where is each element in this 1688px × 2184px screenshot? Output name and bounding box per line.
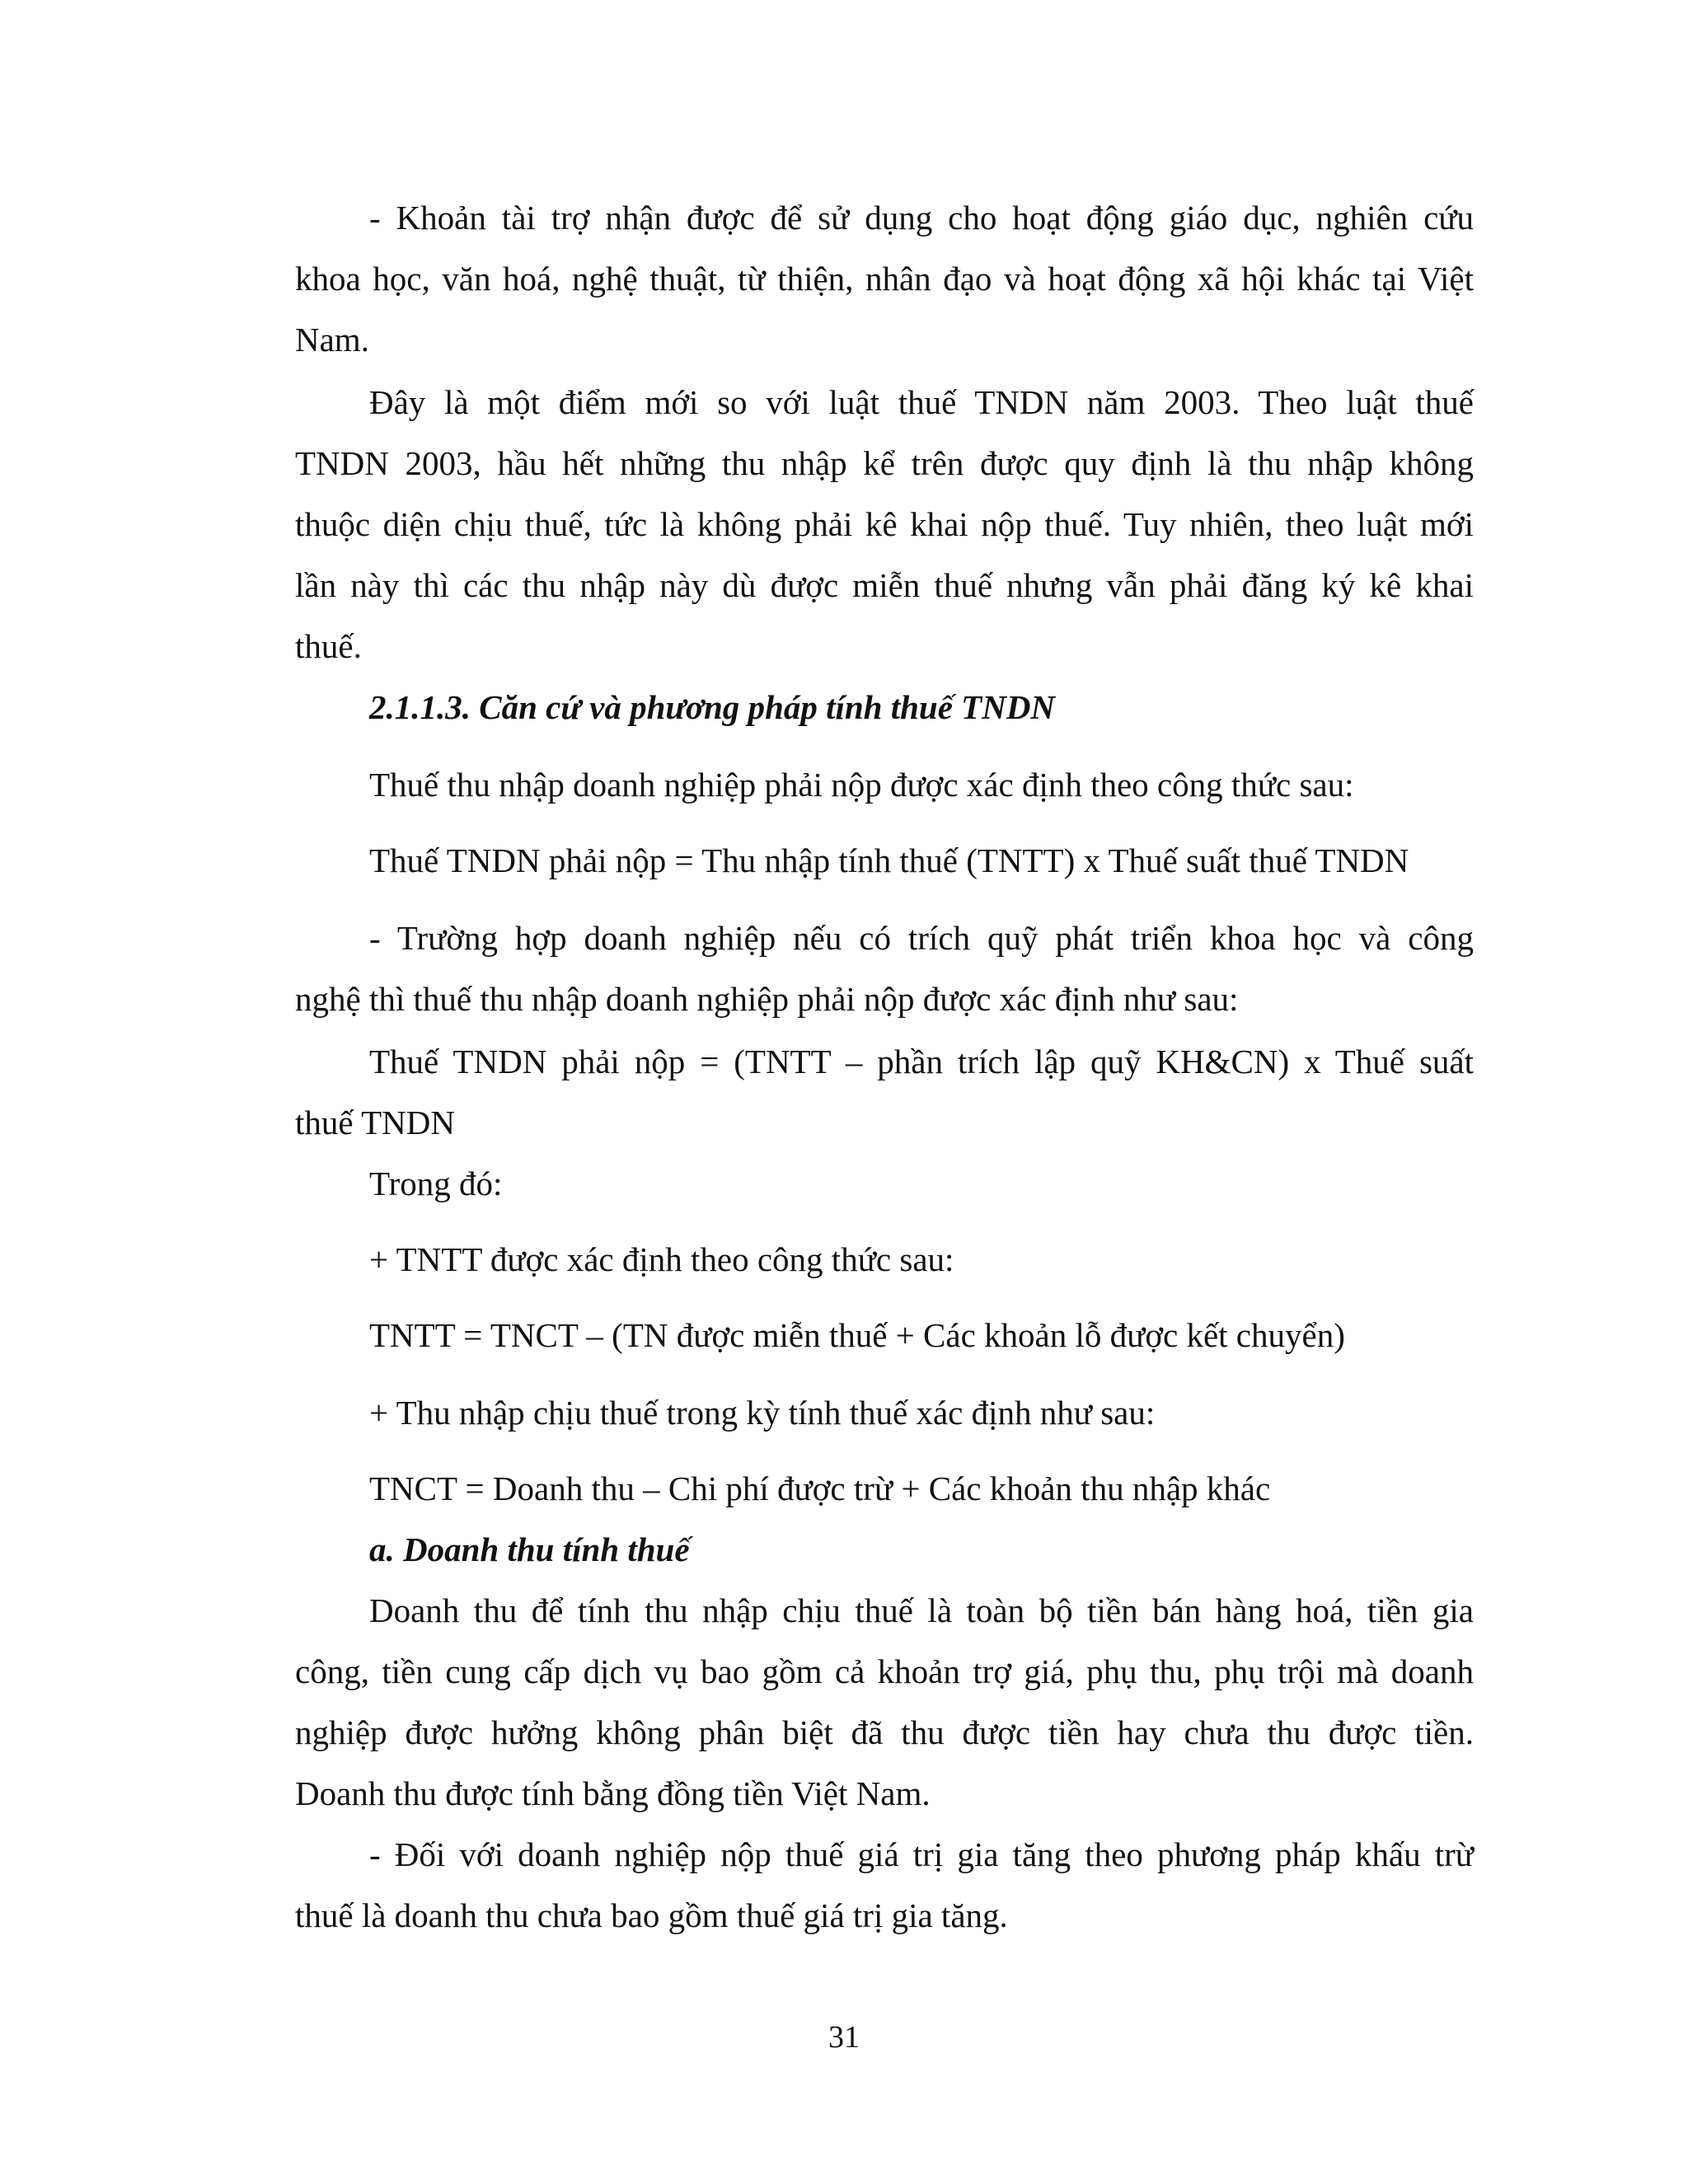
formula-science-fund-line-1: Thuế TNDN phải nộp = (TNTT – phần trích lập quỹ KH&CN) x Thuế suất [369, 1043, 1474, 1080]
paragraph-revenue-line-2: công, tiền cung cấp dịch vụ bao gồm cả khoản trợ giá, phụ thu, phụ trội mà doanh [295, 1652, 1474, 1690]
page-number: 31 [828, 2020, 860, 2055]
paragraph-revenue-line-3: nghiệp được hưởng không phân biệt đã thu được tiền hay chưa thu được tiền. [295, 1713, 1474, 1751]
paragraph-science-fund-line-2: nghệ thì thuế thu nhập doanh nghiệp phải nộp được xác định như sau: [295, 980, 1239, 1018]
formula-intro: Thuế thu nhập doanh nghiệp phải nộp được xác định theo công thức sau: [369, 766, 1354, 804]
tntt-intro: + TNTT được xác định theo công thức sau: [369, 1240, 954, 1278]
paragraph-sponsorship-line-2: khoa học, văn hoá, nghệ thuật, từ thiện, nhân đạo và hoạt động xã hội khác tại Việt [295, 260, 1474, 298]
paragraph-new-point-line-4: lần này thì các thu nhập này dù được miễn thuế nhưng vẫn phải đăng ký kê khai [295, 566, 1474, 604]
paragraph-vat-line-1: - Đối với doanh nghiệp nộp thuế giá trị gia tăng theo phương pháp khấu trừ [369, 1835, 1474, 1873]
section-heading-revenue: a. Doanh thu tính thuế [369, 1530, 690, 1568]
tnct-intro: + Thu nhập chịu thuế trong kỳ tính thuế xác định như sau: [369, 1394, 1156, 1432]
paragraph-revenue-line-4: Doanh thu được tính bằng đồng tiền Việt Nam. [295, 1774, 931, 1812]
paragraph-sponsorship-line-3: Nam. [295, 321, 369, 359]
paragraph-vat-line-2: thuế là doanh thu chưa bao gồm thuế giá trị gia tăng. [295, 1896, 1008, 1934]
section-heading-2113: 2.1.1.3. Căn cứ và phương pháp tính thuế TNDN [369, 688, 1056, 726]
tnct-formula: TNCT = Doanh thu – Chi phí được trừ + Các khoản thu nhập khác [369, 1469, 1271, 1507]
formula-tax-payable: Thuế TNDN phải nộp = Thu nhập tính thuế (TNTT) x Thuế suất thuế TNDN [369, 841, 1409, 879]
paragraph-new-point-line-2: TNDN 2003, hầu hết những thu nhập kể trên được quy định là thu nhập không [295, 444, 1474, 482]
formula-science-fund-line-2: thuế TNDN [295, 1104, 455, 1141]
paragraph-new-point-line-5: thuế. [295, 627, 362, 665]
tntt-formula: TNTT = TNCT – (TN được miễn thuế + Các khoản lỗ được kết chuyển) [369, 1316, 1345, 1354]
paragraph-new-point-line-3: thuộc diện chịu thuế, tức là không phải kê khai nộp thuế. Tuy nhiên, theo luật mới [295, 505, 1474, 543]
paragraph-science-fund-line-1: - Trường hợp doanh nghiệp nếu có trích quỹ phát triển khoa học và công [369, 919, 1474, 957]
paragraph-sponsorship-line-1: - Khoản tài trợ nhận được để sử dụng cho hoạt động giáo dục, nghiên cứu [369, 199, 1474, 237]
paragraph-revenue-line-1: Doanh thu để tính thu nhập chịu thuế là toàn bộ tiền bán hàng hoá, tiền gia [369, 1591, 1474, 1629]
label-trong-do: Trong đó: [369, 1165, 503, 1202]
paragraph-new-point-line-1: Đây là một điểm mới so với luật thuế TNDN năm 2003. Theo luật thuế [369, 383, 1474, 421]
